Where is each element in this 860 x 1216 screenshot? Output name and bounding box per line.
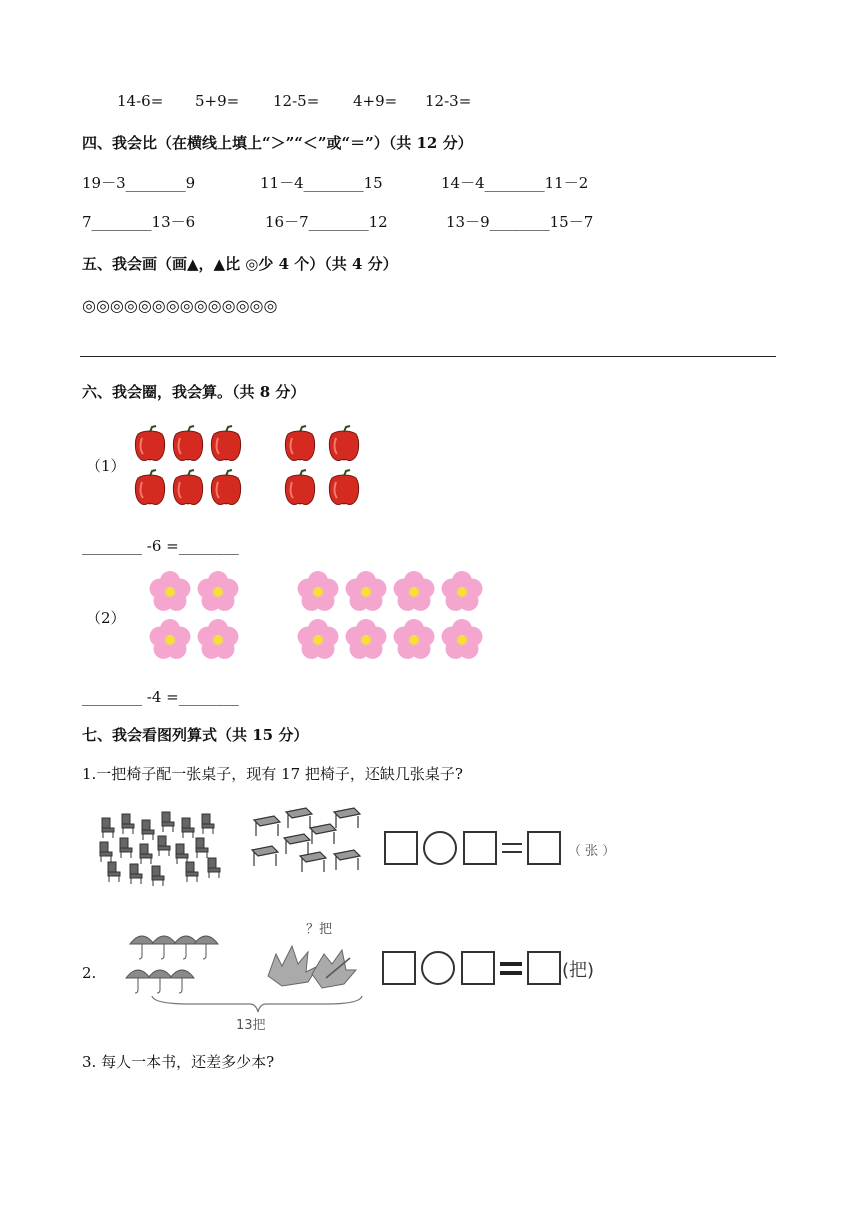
- flower-icon: [198, 619, 239, 659]
- item-1-label: （1）: [86, 457, 126, 475]
- flower-icon: [150, 571, 191, 611]
- item-2-equation: ________ -4 =________: [82, 688, 239, 706]
- question-mark-label: ？把: [306, 922, 333, 937]
- double-circle-row: ◎◎◎◎◎◎◎◎◎◎◎◎◎◎: [82, 296, 278, 315]
- flower-icon: [346, 571, 387, 611]
- pepper-icon: [285, 426, 314, 461]
- answer-box-2: [464, 832, 496, 864]
- drawing-line: [80, 356, 776, 357]
- pepper-icon: [173, 470, 202, 505]
- question-2-number: 2.: [82, 964, 97, 982]
- flower-icon: [394, 571, 435, 611]
- answer-box-3: [528, 832, 560, 864]
- flower-icon: [198, 571, 239, 611]
- answer-box-5: [462, 952, 494, 984]
- compare-2: 11－4________15: [260, 174, 383, 192]
- chairs-illustration: [98, 806, 228, 886]
- compare-5: 16－7________12: [265, 213, 388, 231]
- arith-item-4: 4+9=: [353, 92, 398, 110]
- flower-icon: [442, 571, 483, 611]
- compare-4: 7________13－6: [82, 213, 196, 231]
- answer-box-4: [383, 952, 415, 984]
- operator-circle-2: [422, 952, 454, 984]
- pepper-icon: [211, 470, 240, 505]
- arith-item-1: 14-6=: [117, 92, 164, 110]
- question-3: 3. 每人一本书，还差多少本?: [82, 1053, 275, 1071]
- q1-unit: （ 张 ）: [568, 844, 616, 859]
- question-1: 1.一把椅子配一张桌子，现有 17 把椅子，还缺几张桌子?: [82, 765, 463, 783]
- flower-group: [146, 566, 546, 666]
- pepper-icon: [329, 426, 358, 461]
- section-5-title: 五、我会画（画▲，▲比 ◎少 4 个）（共 4 分）: [82, 255, 398, 273]
- arith-item-5: 12-3=: [425, 92, 472, 110]
- q2-equation-boxes: [382, 950, 562, 990]
- pepper-icon: [329, 470, 358, 505]
- q1-equation-boxes: [384, 830, 554, 870]
- compare-3: 14－4________11－2: [441, 174, 589, 192]
- q2-unit: (把): [562, 960, 595, 981]
- section-7-title: 七、我会看图列算式（共 15 分）: [82, 726, 309, 744]
- total-label: 13把: [236, 1018, 266, 1033]
- section-4-title: 四、我会比（在横线上填上“＞”“＜”或“＝”）（共 12 分）: [82, 134, 473, 152]
- operator-circle: [424, 832, 456, 864]
- flower-icon: [442, 619, 483, 659]
- answer-box-6: [528, 952, 560, 984]
- desks-illustration: [250, 802, 370, 882]
- pepper-icon: [211, 426, 240, 461]
- compare-1: 19－3________9: [82, 174, 196, 192]
- compare-6: 13－9________15－7: [446, 213, 594, 231]
- flower-icon: [150, 619, 191, 659]
- item-2-label: （2）: [86, 609, 126, 627]
- hidden-umbrellas-illustration: [262, 936, 362, 996]
- pepper-icon: [135, 426, 164, 461]
- answer-box-1: [385, 832, 417, 864]
- flower-icon: [298, 571, 339, 611]
- flower-icon: [346, 619, 387, 659]
- arith-item-2: 5+9=: [195, 92, 240, 110]
- section-6-title: 六、我会圈，我会算。（共 8 分）: [82, 383, 306, 401]
- pepper-group: [128, 422, 368, 512]
- pepper-icon: [135, 470, 164, 505]
- item-1-equation: ________ -6 =________: [82, 537, 239, 555]
- pepper-icon: [173, 426, 202, 461]
- arith-item-3: 12-5=: [273, 92, 320, 110]
- flower-icon: [298, 619, 339, 659]
- flower-icon: [394, 619, 435, 659]
- pepper-icon: [285, 470, 314, 505]
